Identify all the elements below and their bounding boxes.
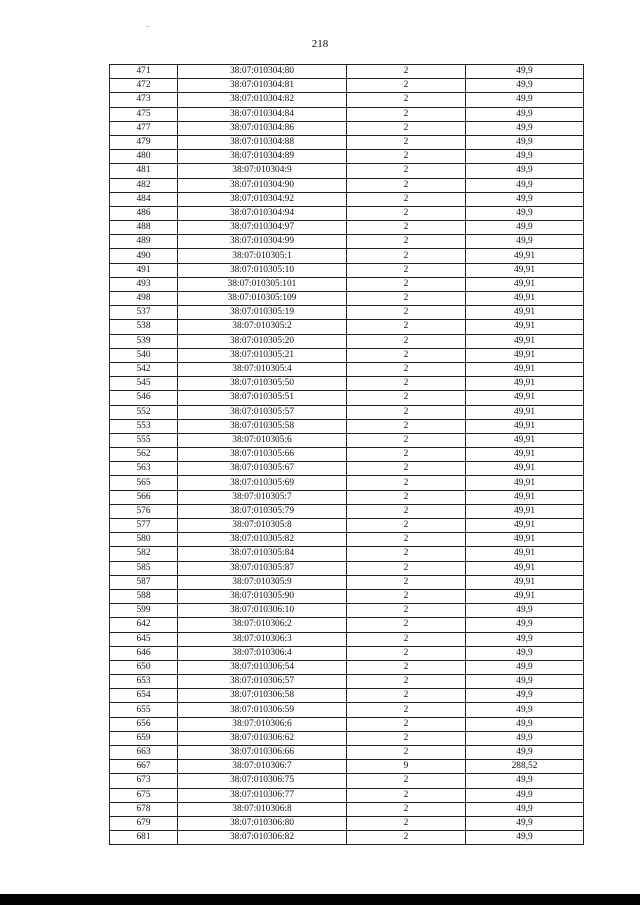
cadastral-number-cell: 38:07:010304:97 bbox=[178, 221, 347, 235]
cadastral-number-cell: 38:07:010305:1 bbox=[178, 249, 347, 263]
cadastral-number-cell: 38:07:010305:9 bbox=[178, 575, 347, 589]
table-row bbox=[110, 717, 584, 731]
count-cell: 2 bbox=[347, 816, 466, 830]
cadastral-number-cell: 38:07:010305:79 bbox=[178, 504, 347, 518]
cadastral-number-cell: 38:07:010304:80 bbox=[178, 65, 347, 79]
area-cell: 49,9 bbox=[466, 235, 584, 249]
row-number-cell: 580 bbox=[110, 533, 178, 547]
area-cell: 49,91 bbox=[466, 263, 584, 277]
table-row bbox=[110, 731, 584, 745]
table-row bbox=[110, 107, 584, 121]
table-row bbox=[110, 504, 584, 518]
row-number-cell: 484 bbox=[110, 192, 178, 206]
count-cell: 2 bbox=[347, 178, 466, 192]
area-cell: 49,9 bbox=[466, 831, 584, 845]
table-row bbox=[110, 221, 584, 235]
scan-bottom-edge bbox=[0, 894, 640, 905]
cadastral-number-cell: 38:07:010305:21 bbox=[178, 348, 347, 362]
cadastral-number-cell: 38:07:010304:81 bbox=[178, 79, 347, 93]
area-cell: 49,91 bbox=[466, 377, 584, 391]
area-cell: 49,9 bbox=[466, 192, 584, 206]
count-cell: 2 bbox=[347, 774, 466, 788]
row-number-cell: 555 bbox=[110, 433, 178, 447]
row-number-cell: 542 bbox=[110, 362, 178, 376]
area-cell: 49,9 bbox=[466, 107, 584, 121]
row-number-cell: 481 bbox=[110, 164, 178, 178]
count-cell: 2 bbox=[347, 320, 466, 334]
count-cell: 2 bbox=[347, 121, 466, 135]
table-row bbox=[110, 65, 584, 79]
count-cell: 2 bbox=[347, 277, 466, 291]
area-cell: 49,9 bbox=[466, 121, 584, 135]
area-cell: 49,91 bbox=[466, 249, 584, 263]
row-number-cell: 480 bbox=[110, 150, 178, 164]
count-cell: 2 bbox=[347, 831, 466, 845]
count-cell: 2 bbox=[347, 618, 466, 632]
area-cell: 49,9 bbox=[466, 717, 584, 731]
row-number-cell: 673 bbox=[110, 774, 178, 788]
row-number-cell: 471 bbox=[110, 65, 178, 79]
area-cell: 49,91 bbox=[466, 306, 584, 320]
count-cell: 2 bbox=[347, 93, 466, 107]
row-number-cell: 576 bbox=[110, 504, 178, 518]
area-cell: 49,91 bbox=[466, 476, 584, 490]
cadastral-number-cell: 38:07:010305:101 bbox=[178, 277, 347, 291]
row-number-cell: 488 bbox=[110, 221, 178, 235]
table-row bbox=[110, 490, 584, 504]
table-row bbox=[110, 618, 584, 632]
page-number: 218 bbox=[311, 38, 329, 50]
area-cell: 49,91 bbox=[466, 292, 584, 306]
row-number-cell: 493 bbox=[110, 277, 178, 291]
cadastral-number-cell: 38:07:010306:7 bbox=[178, 760, 347, 774]
count-cell: 2 bbox=[347, 65, 466, 79]
area-cell: 49,91 bbox=[466, 519, 584, 533]
row-number-cell: 566 bbox=[110, 490, 178, 504]
count-cell: 2 bbox=[347, 504, 466, 518]
count-cell: 2 bbox=[347, 292, 466, 306]
area-cell: 49,9 bbox=[466, 93, 584, 107]
area-cell: 49,9 bbox=[466, 802, 584, 816]
table-row bbox=[110, 774, 584, 788]
cadastral-number-cell: 38:07:010306:57 bbox=[178, 675, 347, 689]
row-number-cell: 587 bbox=[110, 575, 178, 589]
row-number-cell: 675 bbox=[110, 788, 178, 802]
row-number-cell: 679 bbox=[110, 816, 178, 830]
table-row bbox=[110, 660, 584, 674]
row-number-cell: 588 bbox=[110, 589, 178, 603]
area-cell: 49,9 bbox=[466, 774, 584, 788]
area-cell: 49,91 bbox=[466, 277, 584, 291]
table-row bbox=[110, 121, 584, 135]
count-cell: 2 bbox=[347, 490, 466, 504]
table-row bbox=[110, 192, 584, 206]
count-cell: 2 bbox=[347, 802, 466, 816]
cadastral-number-cell: 38:07:010304:89 bbox=[178, 150, 347, 164]
area-cell: 49,9 bbox=[466, 604, 584, 618]
count-cell: 2 bbox=[347, 476, 466, 490]
table-row bbox=[110, 604, 584, 618]
table-row bbox=[110, 235, 584, 249]
cadastral-number-cell: 38:07:010305:19 bbox=[178, 306, 347, 320]
cadastral-table bbox=[109, 64, 584, 845]
cadastral-number-cell: 38:07:010305:87 bbox=[178, 561, 347, 575]
table-row bbox=[110, 788, 584, 802]
table-row bbox=[110, 150, 584, 164]
area-cell: 49,9 bbox=[466, 746, 584, 760]
table-row bbox=[110, 760, 584, 774]
table-row bbox=[110, 632, 584, 646]
row-number-cell: 646 bbox=[110, 646, 178, 660]
cadastral-number-cell: 38:07:010306:75 bbox=[178, 774, 347, 788]
area-cell: 49,91 bbox=[466, 320, 584, 334]
area-cell: 49,9 bbox=[466, 646, 584, 660]
row-number-cell: 663 bbox=[110, 746, 178, 760]
area-cell: 49,9 bbox=[466, 178, 584, 192]
cadastral-number-cell: 38:07:010305:20 bbox=[178, 334, 347, 348]
cadastral-number-cell: 38:07:010305:50 bbox=[178, 377, 347, 391]
count-cell: 2 bbox=[347, 377, 466, 391]
count-cell: 2 bbox=[347, 348, 466, 362]
table-row bbox=[110, 419, 584, 433]
row-number-cell: 582 bbox=[110, 547, 178, 561]
table-row bbox=[110, 448, 584, 462]
area-cell: 49,9 bbox=[466, 632, 584, 646]
table-row bbox=[110, 362, 584, 376]
row-number-cell: 482 bbox=[110, 178, 178, 192]
cadastral-number-cell: 38:07:010306:82 bbox=[178, 831, 347, 845]
row-number-cell: 486 bbox=[110, 206, 178, 220]
count-cell: 2 bbox=[347, 731, 466, 745]
cadastral-number-cell: 38:07:010304:82 bbox=[178, 93, 347, 107]
table-row bbox=[110, 816, 584, 830]
count-cell: 2 bbox=[347, 362, 466, 376]
cadastral-number-cell: 38:07:010305:4 bbox=[178, 362, 347, 376]
table-row bbox=[110, 462, 584, 476]
cadastral-number-cell: 38:07:010305:109 bbox=[178, 292, 347, 306]
area-cell: 49,9 bbox=[466, 675, 584, 689]
row-number-cell: 479 bbox=[110, 135, 178, 149]
table-row bbox=[110, 703, 584, 717]
cadastral-number-cell: 38:07:010305:51 bbox=[178, 391, 347, 405]
count-cell: 2 bbox=[347, 107, 466, 121]
area-cell: 49,91 bbox=[466, 448, 584, 462]
cadastral-number-cell: 38:07:010306:77 bbox=[178, 788, 347, 802]
area-cell: 49,91 bbox=[466, 433, 584, 447]
table-row bbox=[110, 249, 584, 263]
cadastral-number-cell: 38:07:010305:6 bbox=[178, 433, 347, 447]
count-cell: 2 bbox=[347, 589, 466, 603]
cadastral-number-cell: 38:07:010305:82 bbox=[178, 533, 347, 547]
count-cell: 2 bbox=[347, 561, 466, 575]
table-row bbox=[110, 433, 584, 447]
area-cell: 49,9 bbox=[466, 816, 584, 830]
count-cell: 2 bbox=[347, 263, 466, 277]
area-cell: 49,91 bbox=[466, 547, 584, 561]
row-number-cell: 538 bbox=[110, 320, 178, 334]
count-cell: 2 bbox=[347, 164, 466, 178]
cadastral-number-cell: 38:07:010305:7 bbox=[178, 490, 347, 504]
cadastral-number-cell: 38:07:010305:69 bbox=[178, 476, 347, 490]
table-body bbox=[110, 65, 584, 845]
cadastral-number-cell: 38:07:010306:8 bbox=[178, 802, 347, 816]
table-row bbox=[110, 476, 584, 490]
table-row bbox=[110, 306, 584, 320]
cadastral-number-cell: 38:07:010304:86 bbox=[178, 121, 347, 135]
table-row bbox=[110, 178, 584, 192]
row-number-cell: 585 bbox=[110, 561, 178, 575]
row-number-cell: 577 bbox=[110, 519, 178, 533]
table-row bbox=[110, 831, 584, 845]
row-number-cell: 653 bbox=[110, 675, 178, 689]
cadastral-number-cell: 38:07:010304:92 bbox=[178, 192, 347, 206]
cadastral-number-cell: 38:07:010304:99 bbox=[178, 235, 347, 249]
cadastral-number-cell: 38:07:010306:80 bbox=[178, 816, 347, 830]
count-cell: 2 bbox=[347, 391, 466, 405]
count-cell: 2 bbox=[347, 79, 466, 93]
row-number-cell: 472 bbox=[110, 79, 178, 93]
area-cell: 49,9 bbox=[466, 660, 584, 674]
table-row bbox=[110, 206, 584, 220]
table-row bbox=[110, 334, 584, 348]
count-cell: 2 bbox=[347, 135, 466, 149]
area-cell: 49,9 bbox=[466, 164, 584, 178]
area-cell: 49,91 bbox=[466, 334, 584, 348]
count-cell: 2 bbox=[347, 334, 466, 348]
row-number-cell: 681 bbox=[110, 831, 178, 845]
table-row bbox=[110, 292, 584, 306]
row-number-cell: 489 bbox=[110, 235, 178, 249]
area-cell: 49,9 bbox=[466, 788, 584, 802]
area-cell: 49,91 bbox=[466, 405, 584, 419]
table-row bbox=[110, 675, 584, 689]
count-cell: 2 bbox=[347, 448, 466, 462]
row-number-cell: 539 bbox=[110, 334, 178, 348]
count-cell: 2 bbox=[347, 788, 466, 802]
table-row bbox=[110, 320, 584, 334]
cadastral-number-cell: 38:07:010306:4 bbox=[178, 646, 347, 660]
count-cell: 2 bbox=[347, 660, 466, 674]
cadastral-number-cell: 38:07:010306:3 bbox=[178, 632, 347, 646]
cadastral-number-cell: 38:07:010306:62 bbox=[178, 731, 347, 745]
scan-mark bbox=[146, 26, 149, 27]
count-cell: 2 bbox=[347, 575, 466, 589]
row-number-cell: 656 bbox=[110, 717, 178, 731]
row-number-cell: 667 bbox=[110, 760, 178, 774]
area-cell: 49,91 bbox=[466, 391, 584, 405]
table-row bbox=[110, 746, 584, 760]
count-cell: 2 bbox=[347, 519, 466, 533]
table-row bbox=[110, 263, 584, 277]
area-cell: 49,91 bbox=[466, 490, 584, 504]
row-number-cell: 645 bbox=[110, 632, 178, 646]
cadastral-number-cell: 38:07:010305:2 bbox=[178, 320, 347, 334]
count-cell: 2 bbox=[347, 206, 466, 220]
cadastral-number-cell: 38:07:010304:88 bbox=[178, 135, 347, 149]
table-row bbox=[110, 93, 584, 107]
row-number-cell: 475 bbox=[110, 107, 178, 121]
area-cell: 49,9 bbox=[466, 689, 584, 703]
count-cell: 9 bbox=[347, 760, 466, 774]
area-cell: 49,91 bbox=[466, 561, 584, 575]
table-row bbox=[110, 348, 584, 362]
area-cell: 49,91 bbox=[466, 589, 584, 603]
table-row bbox=[110, 561, 584, 575]
row-number-cell: 553 bbox=[110, 419, 178, 433]
row-number-cell: 498 bbox=[110, 292, 178, 306]
area-cell: 49,91 bbox=[466, 462, 584, 476]
row-number-cell: 490 bbox=[110, 249, 178, 263]
row-number-cell: 546 bbox=[110, 391, 178, 405]
cadastral-number-cell: 38:07:010305:57 bbox=[178, 405, 347, 419]
count-cell: 2 bbox=[347, 221, 466, 235]
area-cell: 49,9 bbox=[466, 618, 584, 632]
count-cell: 2 bbox=[347, 306, 466, 320]
count-cell: 2 bbox=[347, 746, 466, 760]
area-cell: 49,9 bbox=[466, 731, 584, 745]
count-cell: 2 bbox=[347, 433, 466, 447]
row-number-cell: 473 bbox=[110, 93, 178, 107]
table-row bbox=[110, 802, 584, 816]
table-row bbox=[110, 689, 584, 703]
count-cell: 2 bbox=[347, 249, 466, 263]
cadastral-number-cell: 38:07:010305:10 bbox=[178, 263, 347, 277]
row-number-cell: 540 bbox=[110, 348, 178, 362]
area-cell: 49,9 bbox=[466, 79, 584, 93]
count-cell: 2 bbox=[347, 533, 466, 547]
area-cell: 49,91 bbox=[466, 362, 584, 376]
cadastral-number-cell: 38:07:010304:90 bbox=[178, 178, 347, 192]
cadastral-number-cell: 38:07:010306:10 bbox=[178, 604, 347, 618]
row-number-cell: 599 bbox=[110, 604, 178, 618]
count-cell: 2 bbox=[347, 646, 466, 660]
cadastral-number-cell: 38:07:010305:84 bbox=[178, 547, 347, 561]
area-cell: 49,9 bbox=[466, 150, 584, 164]
count-cell: 2 bbox=[347, 462, 466, 476]
cadastral-number-cell: 38:07:010304:9 bbox=[178, 164, 347, 178]
area-cell: 49,91 bbox=[466, 504, 584, 518]
row-number-cell: 655 bbox=[110, 703, 178, 717]
table-row bbox=[110, 377, 584, 391]
area-cell: 49,9 bbox=[466, 206, 584, 220]
row-number-cell: 491 bbox=[110, 263, 178, 277]
count-cell: 2 bbox=[347, 547, 466, 561]
table-row bbox=[110, 405, 584, 419]
count-cell: 2 bbox=[347, 689, 466, 703]
count-cell: 2 bbox=[347, 419, 466, 433]
row-number-cell: 650 bbox=[110, 660, 178, 674]
table-row bbox=[110, 646, 584, 660]
count-cell: 2 bbox=[347, 703, 466, 717]
row-number-cell: 563 bbox=[110, 462, 178, 476]
area-cell: 49,91 bbox=[466, 533, 584, 547]
area-cell: 288,52 bbox=[466, 760, 584, 774]
count-cell: 2 bbox=[347, 150, 466, 164]
table-row bbox=[110, 391, 584, 405]
table-row bbox=[110, 164, 584, 178]
row-number-cell: 537 bbox=[110, 306, 178, 320]
row-number-cell: 654 bbox=[110, 689, 178, 703]
row-number-cell: 659 bbox=[110, 731, 178, 745]
table-row bbox=[110, 519, 584, 533]
cadastral-number-cell: 38:07:010305:8 bbox=[178, 519, 347, 533]
count-cell: 2 bbox=[347, 604, 466, 618]
row-number-cell: 552 bbox=[110, 405, 178, 419]
table-row bbox=[110, 589, 584, 603]
area-cell: 49,9 bbox=[466, 221, 584, 235]
row-number-cell: 678 bbox=[110, 802, 178, 816]
row-number-cell: 477 bbox=[110, 121, 178, 135]
cadastral-number-cell: 38:07:010304:94 bbox=[178, 206, 347, 220]
cadastral-number-cell: 38:07:010304:84 bbox=[178, 107, 347, 121]
table-row bbox=[110, 547, 584, 561]
count-cell: 2 bbox=[347, 675, 466, 689]
area-cell: 49,9 bbox=[466, 703, 584, 717]
row-number-cell: 545 bbox=[110, 377, 178, 391]
table-row bbox=[110, 79, 584, 93]
row-number-cell: 642 bbox=[110, 618, 178, 632]
area-cell: 49,91 bbox=[466, 419, 584, 433]
area-cell: 49,9 bbox=[466, 135, 584, 149]
count-cell: 2 bbox=[347, 717, 466, 731]
count-cell: 2 bbox=[347, 632, 466, 646]
cadastral-number-cell: 38:07:010305:90 bbox=[178, 589, 347, 603]
cadastral-number-cell: 38:07:010305:58 bbox=[178, 419, 347, 433]
cadastral-number-cell: 38:07:010306:2 bbox=[178, 618, 347, 632]
row-number-cell: 565 bbox=[110, 476, 178, 490]
table-row bbox=[110, 533, 584, 547]
cadastral-number-cell: 38:07:010305:67 bbox=[178, 462, 347, 476]
count-cell: 2 bbox=[347, 405, 466, 419]
cadastral-number-cell: 38:07:010305:66 bbox=[178, 448, 347, 462]
count-cell: 2 bbox=[347, 235, 466, 249]
cadastral-number-cell: 38:07:010306:54 bbox=[178, 660, 347, 674]
area-cell: 49,91 bbox=[466, 575, 584, 589]
table-row bbox=[110, 277, 584, 291]
table-row bbox=[110, 135, 584, 149]
area-cell: 49,91 bbox=[466, 348, 584, 362]
row-number-cell: 562 bbox=[110, 448, 178, 462]
count-cell: 2 bbox=[347, 192, 466, 206]
cadastral-number-cell: 38:07:010306:66 bbox=[178, 746, 347, 760]
table-row bbox=[110, 575, 584, 589]
cadastral-number-cell: 38:07:010306:6 bbox=[178, 717, 347, 731]
area-cell: 49,9 bbox=[466, 65, 584, 79]
cadastral-number-cell: 38:07:010306:59 bbox=[178, 703, 347, 717]
cadastral-number-cell: 38:07:010306:58 bbox=[178, 689, 347, 703]
